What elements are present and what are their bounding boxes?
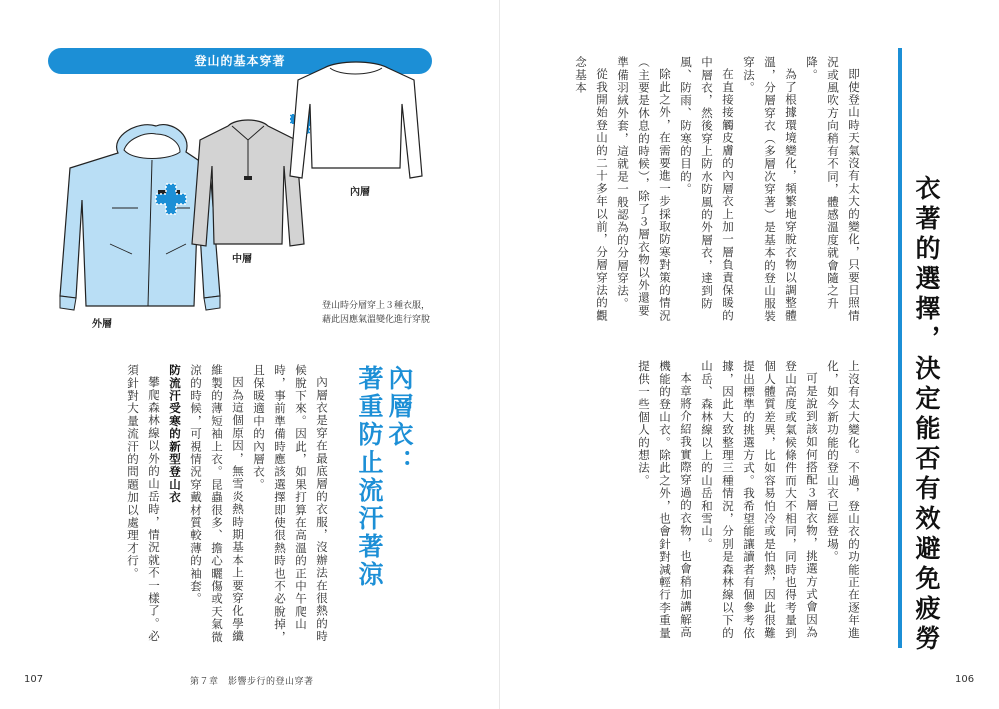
caption-line: 登山時分層穿上３種衣服，: [322, 301, 431, 311]
section-title-line-2: 著重防止流汗著涼: [355, 365, 384, 589]
figure-title: 登山的基本穿著: [48, 48, 432, 74]
paragraph: 從我開始登山的二十多年以前，分層穿法的觀念基本: [574, 56, 609, 322]
left-body-column: [46, 364, 332, 654]
section-title-line-1: 內層衣：: [385, 365, 414, 477]
chapter-section-title: 衣著的選擇，決定能否有效避免疲勞: [912, 175, 941, 655]
paragraph: 攀爬森林線以外的山岳時，情況就不一樣了。必須針對大量流汗的問題加以處理才行。: [126, 364, 161, 643]
label-mid: 中層: [232, 254, 252, 265]
title-accent-bar: [898, 48, 902, 648]
page-number-left: 107: [24, 674, 44, 685]
caption-line: 藉此因應氣溫變化進行穿脫: [322, 315, 431, 325]
section-title: [354, 365, 414, 665]
layering-illustration: [48, 48, 438, 338]
right-body-column-2: [567, 360, 864, 650]
paragraph: 即使登山時天氣沒有太大的變化，只要日照情況或風吹方向稍有不同，體感溫度就會隨之升降。: [805, 56, 861, 322]
paragraph: 可是說到該如何搭配３層衣物，挑選方式會因為登山高度或氣候條件而大不相同，同時也得考量到個人體質差異，比如容易怕冷或是怕熱，因此很難提出標準的挑選方式。我希望能讓讀者有個參考依據，因此大致整理三種情況，分別是森林線以下的山岳、森林線以上的山岳和雪山。: [700, 360, 819, 640]
paragraph: 本章將介紹我實際穿過的衣物，也會稍加講解高機能的登山衣。除此之外，也會針對減輕行李重量提供一些個人的想法。: [637, 360, 693, 640]
paragraph: 為了根據環境變化，頻繁地穿脫衣物以調整體溫，分層穿衣（多層次穿著）是基本的登山服裝穿法。: [742, 56, 798, 323]
paragraph: 除此之外，在需要進一步採取防寒對策的情況（主要是休息的時候），除了３層衣物以外還要準備羽絨外套，這就是一般認為的分層穿法。: [616, 56, 672, 322]
paragraph: 因為這個原因，無雪炎熱時期基本上要穿化學纖維製的薄短袖上衣。昆蟲很多、擔心曬傷或天氣微涼的時候，可視情況穿戴材質較薄的袖套。: [189, 364, 245, 644]
label-outer: 外層: [92, 319, 112, 330]
label-inner: 內層: [350, 187, 370, 198]
paragraph: 在直接接觸皮膚的內層衣上加一層負責保暖的中層衣，然後穿上防水防風的外層衣，達到防風、防雨、防寒的目的。: [679, 56, 735, 322]
page-number-right: 106: [955, 674, 975, 685]
gutter: [499, 0, 500, 709]
right-body-column-1: [567, 56, 864, 324]
figure-caption: [322, 299, 430, 327]
subheading: 防流汗受寒的新型登山衣: [168, 364, 182, 504]
running-head: 第７章 影響步行的登山穿著: [190, 677, 314, 687]
paragraph: 上沒有太大變化。不過，登山衣的功能正在逐年進化，如今新功能的登山衣已經登場。: [826, 360, 861, 640]
paragraph: 內層衣是穿在最底層的衣服，沒辦法在很熱的時候脫下來。因此，如果打算在高溫的正中午爬山時，事前準備時應該選擇即使很熱時也不必脫掉，且保暖適中的內層衣。: [252, 364, 329, 644]
